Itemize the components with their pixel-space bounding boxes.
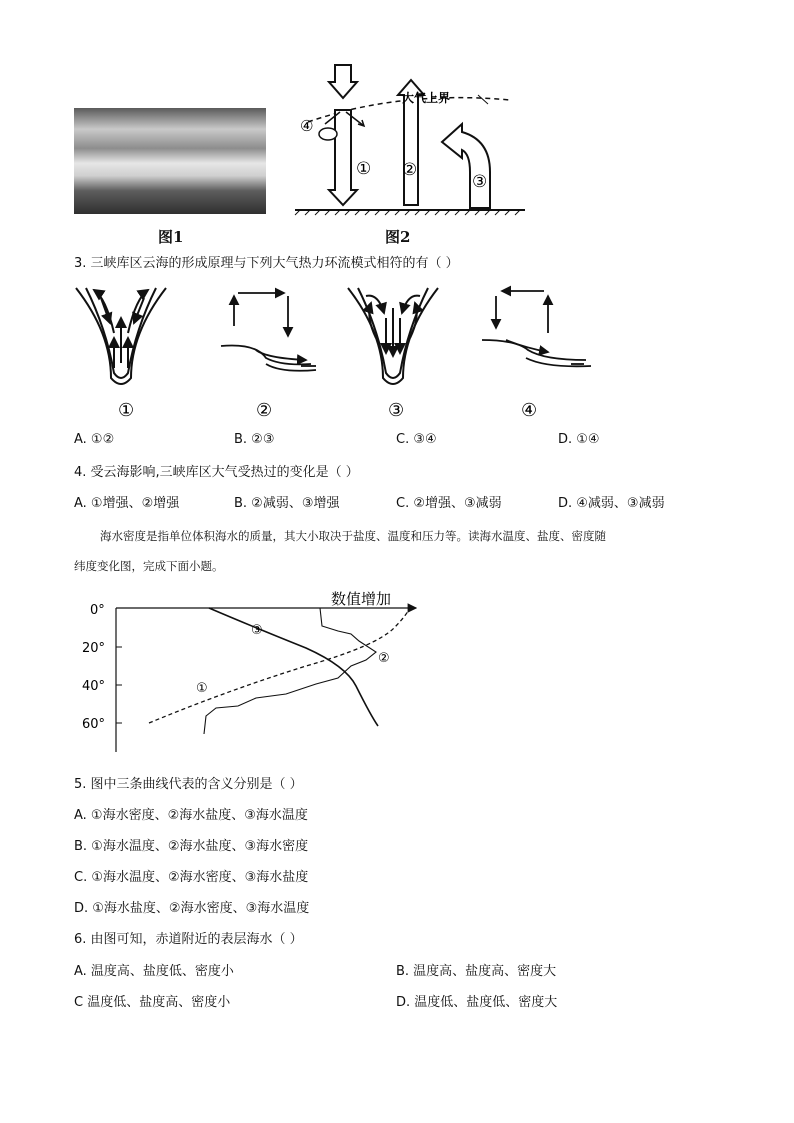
fig2-heating-diagram (290, 60, 530, 220)
fig2-caption: 图2 (385, 228, 411, 246)
label-1: ① (356, 159, 372, 179)
q4-option-c[interactable]: C. ②增强、③减弱 (396, 496, 502, 511)
q4-stem: 4. 受云海影响,三峡库区大气受热过的变化是（ ） (74, 465, 359, 480)
diagram-label-4: ④ (521, 400, 538, 421)
q6-stem: 6. 由图可知，赤道附近的表层海水（ ） (74, 932, 303, 947)
q4-option-b[interactable]: B. ②减弱、③增强 (234, 496, 340, 511)
q5-option-d[interactable]: D. ①海水盐度、②海水密度、③海水温度 (74, 901, 310, 916)
diagram-label-2: ② (256, 400, 273, 421)
q3-circulation-diagrams (66, 278, 606, 423)
fig1-caption: 图1 (158, 228, 184, 246)
upper-boundary-label: 大气上界 (402, 91, 451, 105)
y-tick-40: 40° (82, 679, 106, 694)
q6-option-b[interactable]: B. 温度高、盐度高、密度大 (396, 964, 557, 979)
curve-label-3: ③ (251, 623, 263, 638)
q6-option-a[interactable]: A. 温度高、盐度低、密度小 (74, 964, 234, 979)
q6-option-c[interactable]: C 温度低、盐度高、密度小 (74, 995, 231, 1010)
label-4: ④ (300, 117, 314, 135)
q5-option-a[interactable]: A. ①海水密度、②海水盐度、③海水温度 (74, 808, 308, 823)
label-2: ② (402, 160, 418, 180)
diagram-label-1: ① (118, 400, 135, 421)
passage-line-1: 海水密度是指单位体积海水的质量，其大小取决于盐度、温度和压力等。读海水温度、盐度、密度随 (100, 529, 606, 543)
q3-stem: 3. 三峡库区云海的形成原理与下列大气热力环流模式相符的有（ ） (74, 256, 459, 271)
q5-option-c[interactable]: C. ①海水温度、②海水密度、③海水盐度 (74, 870, 309, 885)
diagram-2 (221, 293, 316, 371)
curve-3 (209, 608, 378, 726)
y-tick-60: 60° (82, 717, 106, 732)
diagram-4 (482, 291, 591, 366)
q4-option-d[interactable]: D. ④减弱、③减弱 (558, 496, 665, 511)
diagram-label-3: ③ (388, 400, 405, 421)
q3-option-a[interactable]: A. ①② (74, 432, 115, 447)
q5-option-b[interactable]: B. ①海水温度、②海水盐度、③海水密度 (74, 839, 309, 854)
cloud-sea-photo (74, 108, 266, 214)
curve-1 (149, 606, 411, 723)
curve-label-1: ① (196, 681, 208, 696)
diagram-3 (348, 288, 438, 384)
q4-option-a[interactable]: A. ①增强、②增强 (74, 496, 180, 511)
chart-axis-title: 数值增加 (331, 590, 392, 608)
label-3: ③ (472, 172, 488, 192)
passage-line-2: 纬度变化图，完成下面小题。 (74, 559, 224, 573)
latitude-chart (76, 586, 426, 756)
curve-label-2: ② (378, 651, 390, 666)
y-tick-0: 0° (90, 603, 105, 618)
y-tick-20: 20° (82, 641, 106, 656)
q3-option-d[interactable]: D. ①④ (558, 432, 600, 447)
diagram-1 (76, 288, 166, 384)
q3-option-b[interactable]: B. ②③ (234, 432, 275, 447)
q3-option-c[interactable]: C. ③④ (396, 432, 437, 447)
q5-stem: 5. 图中三条曲线代表的含义分别是（ ） (74, 777, 303, 792)
q6-option-d[interactable]: D. 温度低、盐度低、密度大 (396, 995, 558, 1010)
